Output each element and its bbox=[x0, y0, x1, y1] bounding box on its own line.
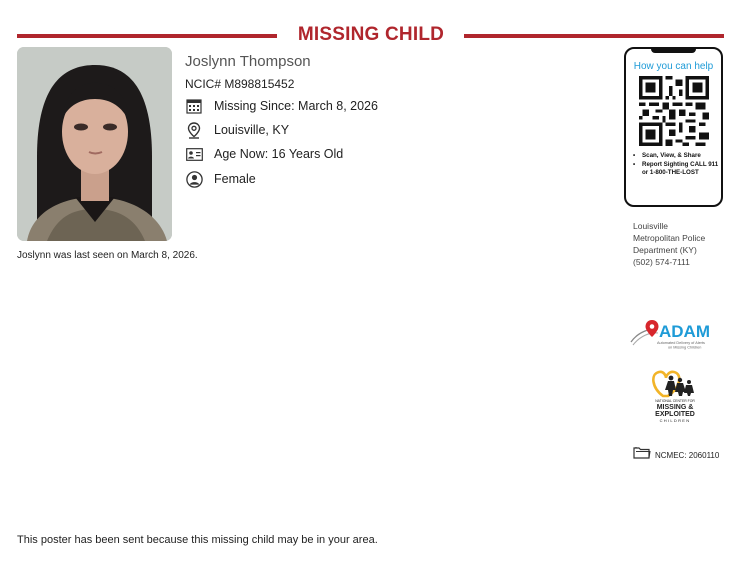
adam-word: ADAM bbox=[659, 322, 710, 341]
ncmec-line: MISSING & bbox=[656, 404, 694, 411]
agency-contact bbox=[633, 220, 728, 268]
poster-footer: This poster has been sent because this missing child may be in your area. bbox=[17, 534, 378, 546]
agency-line: Louisville bbox=[633, 221, 668, 231]
location-row bbox=[185, 121, 289, 139]
ncmec-logo bbox=[646, 368, 704, 428]
adam-logo bbox=[628, 318, 720, 354]
adam-tagline: Automated Delivery of Alerts bbox=[657, 341, 705, 345]
ncic-number: NCIC# M898815452 bbox=[185, 77, 295, 91]
qr-code[interactable] bbox=[639, 76, 709, 146]
phone-notch bbox=[651, 48, 696, 53]
sex-row bbox=[185, 170, 256, 188]
missing-since: Missing Since: March 8, 2026 bbox=[214, 99, 378, 113]
help-list bbox=[632, 152, 720, 178]
header-rule-left bbox=[17, 34, 277, 38]
help-title: How you can help bbox=[633, 61, 714, 72]
location-pin-icon bbox=[185, 121, 203, 139]
person-icon bbox=[185, 170, 203, 188]
poster-title: MISSING CHILD bbox=[297, 24, 445, 45]
last-seen-description: Joslynn was last seen on March 8, 2026. bbox=[17, 250, 198, 261]
agency-phone[interactable]: (502) 574-7111 bbox=[633, 257, 690, 267]
missing-since-row bbox=[185, 97, 378, 115]
missing-location: Louisville, KY bbox=[214, 123, 290, 137]
help-bullet-share: • Scan, View, & Share bbox=[632, 152, 720, 160]
child-photo bbox=[17, 47, 172, 241]
folder-icon bbox=[633, 446, 651, 464]
ncmec-case-number: NCMEC: 2060110 bbox=[655, 450, 720, 460]
ncmec-line: NATIONAL CENTER FOR bbox=[655, 399, 695, 403]
adam-tagline: on Missing Children bbox=[668, 345, 702, 350]
help-bullet-report: • Report Sighting CALL 911 or 1-800-THE-LOST bbox=[632, 161, 720, 177]
sex: Female bbox=[214, 172, 256, 186]
id-card-icon bbox=[185, 145, 203, 163]
child-name: Joslynn Thompson bbox=[185, 53, 311, 70]
agency-line: Metropolitan Police bbox=[633, 233, 706, 243]
ncmec-line: EXPLOITED bbox=[655, 411, 695, 418]
age-row bbox=[185, 145, 343, 163]
help-card bbox=[624, 47, 723, 207]
ncmec-line: CHILDREN bbox=[659, 418, 691, 423]
ncmec-case bbox=[633, 446, 719, 464]
age-now: Age Now: 16 Years Old bbox=[214, 147, 344, 161]
header-rule-right bbox=[464, 34, 724, 38]
agency-line: Department (KY) bbox=[633, 245, 697, 255]
calendar-icon bbox=[185, 97, 203, 115]
